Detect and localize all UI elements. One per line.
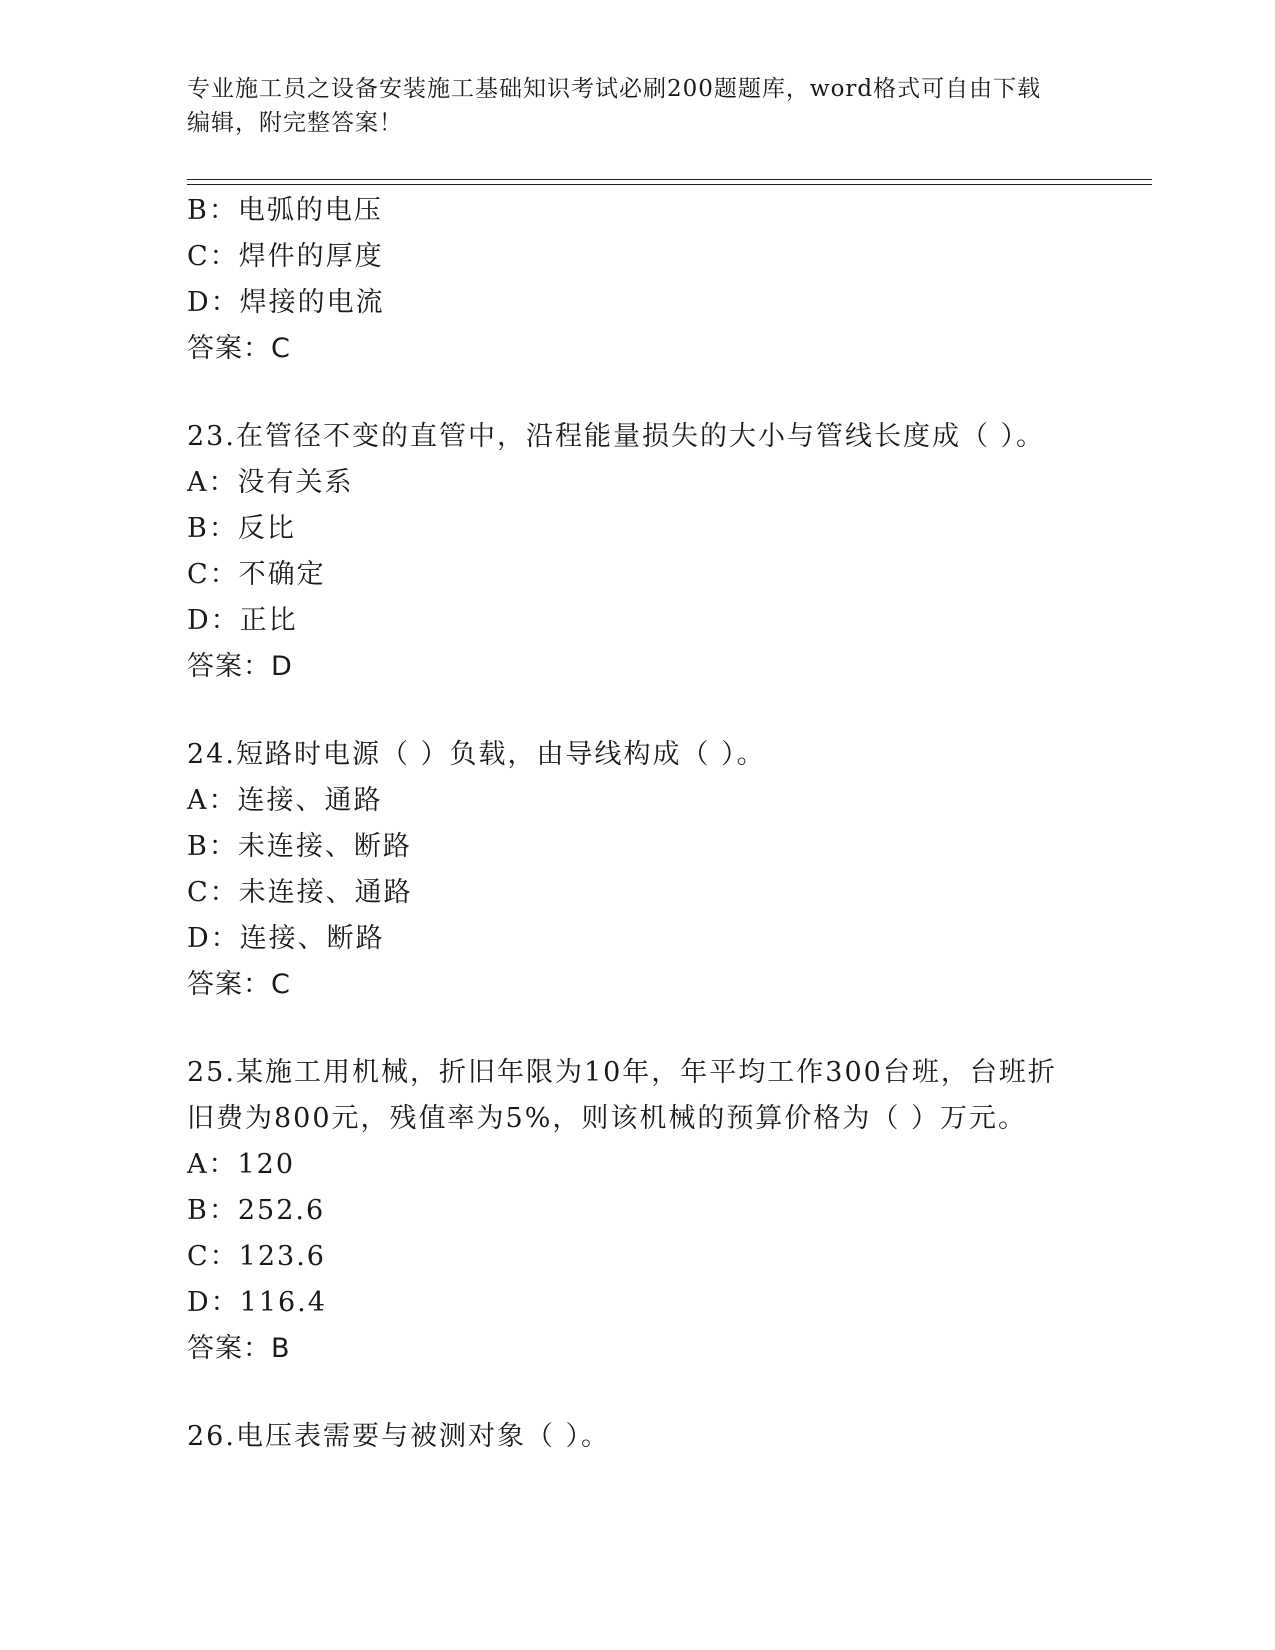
option-d: D：焊接的电流 <box>187 287 385 318</box>
option-d: D：正比 <box>187 605 298 636</box>
question-block-23 <box>187 414 1087 690</box>
header-line-1: 专业施工员之设备安装施工基础知识考试必刷200题题库，word格式可自由下载 <box>187 76 1042 102</box>
answer-line: 答案：B <box>187 1333 291 1364</box>
option-c: C：123.6 <box>187 1241 326 1272</box>
question-block-24 <box>187 732 1087 1008</box>
option-d: D：连接、断路 <box>187 923 385 954</box>
question-text-line-1: 25.某施工用机械，折旧年限为10年，年平均工作300台班，台班折 <box>187 1057 1057 1088</box>
option-a: A：没有关系 <box>187 467 354 498</box>
option-b: B：252.6 <box>187 1195 326 1226</box>
question-text: 24.短路时电源（ ）负载，由导线构成（ ）。 <box>187 739 766 770</box>
document-header <box>187 72 1087 140</box>
header-divider-bottom <box>187 184 1152 185</box>
option-b: B：电弧的电压 <box>187 195 383 226</box>
header-divider-top <box>187 179 1152 180</box>
block-spacer <box>187 690 1087 732</box>
option-c: C：不确定 <box>187 559 326 590</box>
option-a: A：连接、通路 <box>187 785 383 816</box>
block-spacer <box>187 1008 1087 1050</box>
question-list <box>187 188 1087 1460</box>
question-block-25 <box>187 1050 1087 1372</box>
option-b: B：未连接、断路 <box>187 831 412 862</box>
question-text-line-2: 旧费为800元，残值率为5%，则该机械的预算价格为（ ）万元。 <box>187 1103 1027 1134</box>
option-c: C：未连接、通路 <box>187 877 413 908</box>
block-spacer <box>187 1372 1087 1414</box>
answer-line: 答案：D <box>187 651 293 682</box>
option-b: B：反比 <box>187 513 296 544</box>
question-text: 23.在管径不变的直管中，沿程能量损失的大小与管线长度成（ ）。 <box>187 421 1046 452</box>
option-a: A：120 <box>187 1149 296 1180</box>
option-c: C：焊件的厚度 <box>187 241 384 272</box>
option-d: D：116.4 <box>187 1287 327 1318</box>
answer-line: 答案：C <box>187 333 291 364</box>
header-line-2: 编辑，附完整答案！ <box>187 110 403 136</box>
question-block-22 <box>187 188 1087 372</box>
answer-line: 答案：C <box>187 969 291 1000</box>
question-block-26 <box>187 1414 1087 1460</box>
question-text: 26.电压表需要与被测对象（ ）。 <box>187 1421 611 1452</box>
block-spacer <box>187 372 1087 414</box>
